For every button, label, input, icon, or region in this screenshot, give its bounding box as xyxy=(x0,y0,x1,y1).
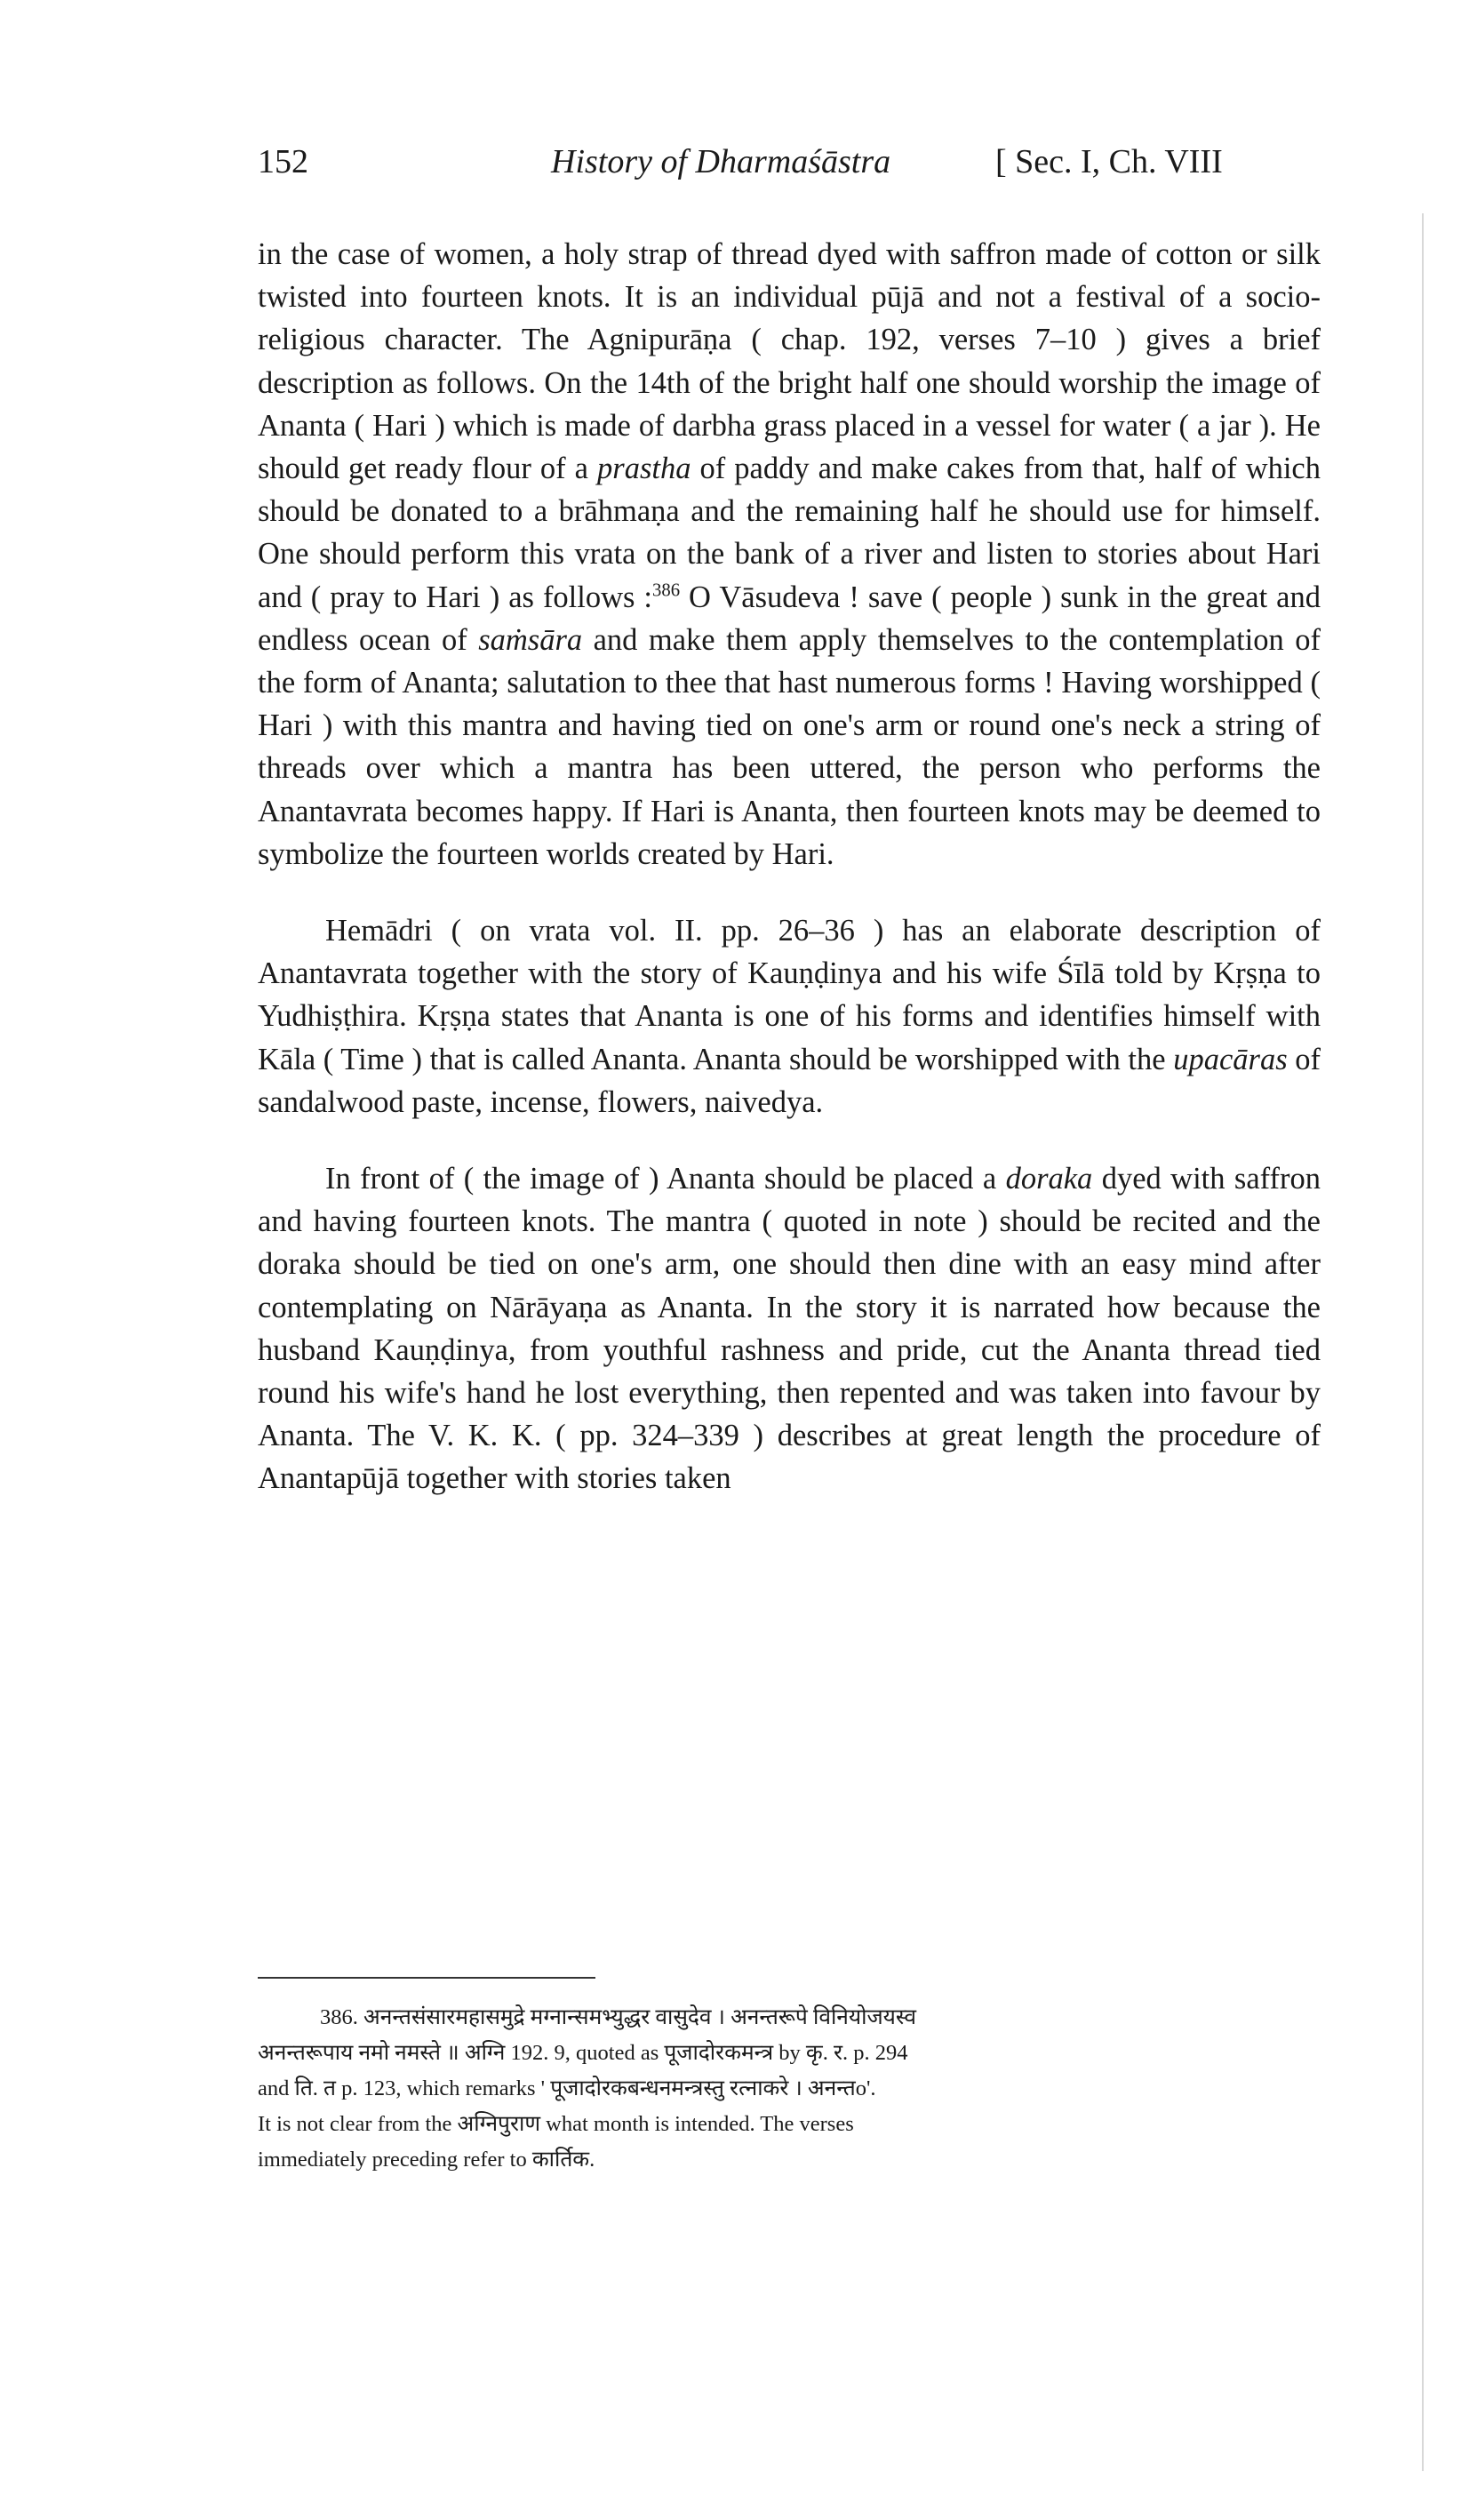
main-text xyxy=(258,233,1321,1500)
footnote-line: immediately preceding refer to कार्तिक. xyxy=(258,2148,595,2172)
text-run: In front of ( the image of ) Ananta should be placed a xyxy=(325,1162,1006,1196)
footnote-line: 386. अनन्तसंसारमहासमुद्रे मग्नान्समभ्युद्धर वासुदेव । अनन्तरूपे विनियोजयस्व xyxy=(320,2005,916,2029)
running-title: History of Dharmaśāstra xyxy=(551,143,891,180)
footnote-line: and ति. त p. 123, which remarks ' पूजादोरकबन्धनमन्त्रस्तु रत्नाकरे । अनन्तo'. xyxy=(258,2076,876,2100)
text-run: of sandalwood paste, incense, flowers, naivedya. xyxy=(258,1042,1321,1119)
footnote-386 xyxy=(258,2000,1321,2178)
running-header xyxy=(258,142,1440,196)
italic-term: prastha xyxy=(597,452,691,486)
paragraph-3 xyxy=(258,1157,1321,1500)
footnote-line: अनन्तरूपाय नमो नमस्ते ॥ अग्नि 192. 9, quoted as पूजादोरकमन्त्र by कृ. र. p. 294 xyxy=(258,2041,908,2065)
footnote-line: It is not clear from the अग्निपुराण what month is intended. The verses xyxy=(258,2112,854,2136)
italic-term: upacāras xyxy=(1173,1042,1288,1076)
text-run: Hemādri ( on vrata vol. II. pp. 26–36 ) has an elaborate description of Anantavrata together with the story of Kauṇḍinya and his wife Śīlā told by Kṛṣṇa to Yudhiṣṭhira. Kṛṣṇa states that Ananta is one of his forms and identifies himself with Kāla ( Time ) that is called Ananta. Ananta should be worshipped with the xyxy=(258,914,1321,1076)
section-reference: [ Sec. I, Ch. VIII xyxy=(995,143,1223,180)
footnote-marker: 386 xyxy=(652,580,681,601)
text-run: dyed with saffron and having fourteen knots. The mantra ( quoted in note ) should be recited and the doraka should be tied on one's arm, one should then dine with an easy mind after contemplating on Nārāyaṇa as Ananta. In the story it is narrated how because the husband Kauṇḍinya, from youthful rashness and pride, cut the Ananta thread tied round his wife's hand he lost everything, then repented and was taken into favour by Ananta. The V. K. K. ( pp. 324–339 ) describes at great length the procedure of Anantapūjā together with stories taken xyxy=(258,1162,1321,1496)
text-run: and make them apply themselves to the contemplation of the form of Ananta; salutation to thee that hast numerous forms ! Having worshipped ( Hari ) with this mantra and having tied on one's arm or round one's neck a string of threads over which a mantra has been uttered, the person who performs the Anantavrata becomes happy. If Hari is Ananta, then fourteen knots may be deemed to symbolize the fourteen worlds created by Hari. xyxy=(258,622,1321,871)
paragraph-2 xyxy=(258,909,1321,1124)
page-number: 152 xyxy=(258,143,308,180)
italic-term: doraka xyxy=(1005,1162,1093,1196)
text-run: of paddy and make cakes from that, half of which should be donated to a brāhmaṇa and the remaining half he should use for himself. One should perform this vrata on the bank of a river and listen to stories about Hari and ( pray to Hari ) as follows : xyxy=(258,452,1321,614)
text-run: in the case of women, a holy strap of thread dyed with saffron made of cotton or silk twisted into fourteen knots. It is an individual pūjā and not a festival of a socio-religious character. The Agnipurāṇa ( chap. 192, verses 7–10 ) gives a brief description as follows. On the 14th of the bright half one should worship the image of Ananta ( Hari ) which is made of darbha grass placed in a vessel for water ( a jar ). He should get ready flour of a xyxy=(258,237,1321,486)
paragraph-1 xyxy=(258,233,1321,876)
italic-term: saṁsāra xyxy=(478,622,583,657)
footnote-separator xyxy=(258,1977,595,1979)
page-edge-rule xyxy=(1422,213,1424,2471)
text-run: O Vāsudeva ! save ( people ) sunk in the great and endless ocean of xyxy=(258,580,1321,657)
